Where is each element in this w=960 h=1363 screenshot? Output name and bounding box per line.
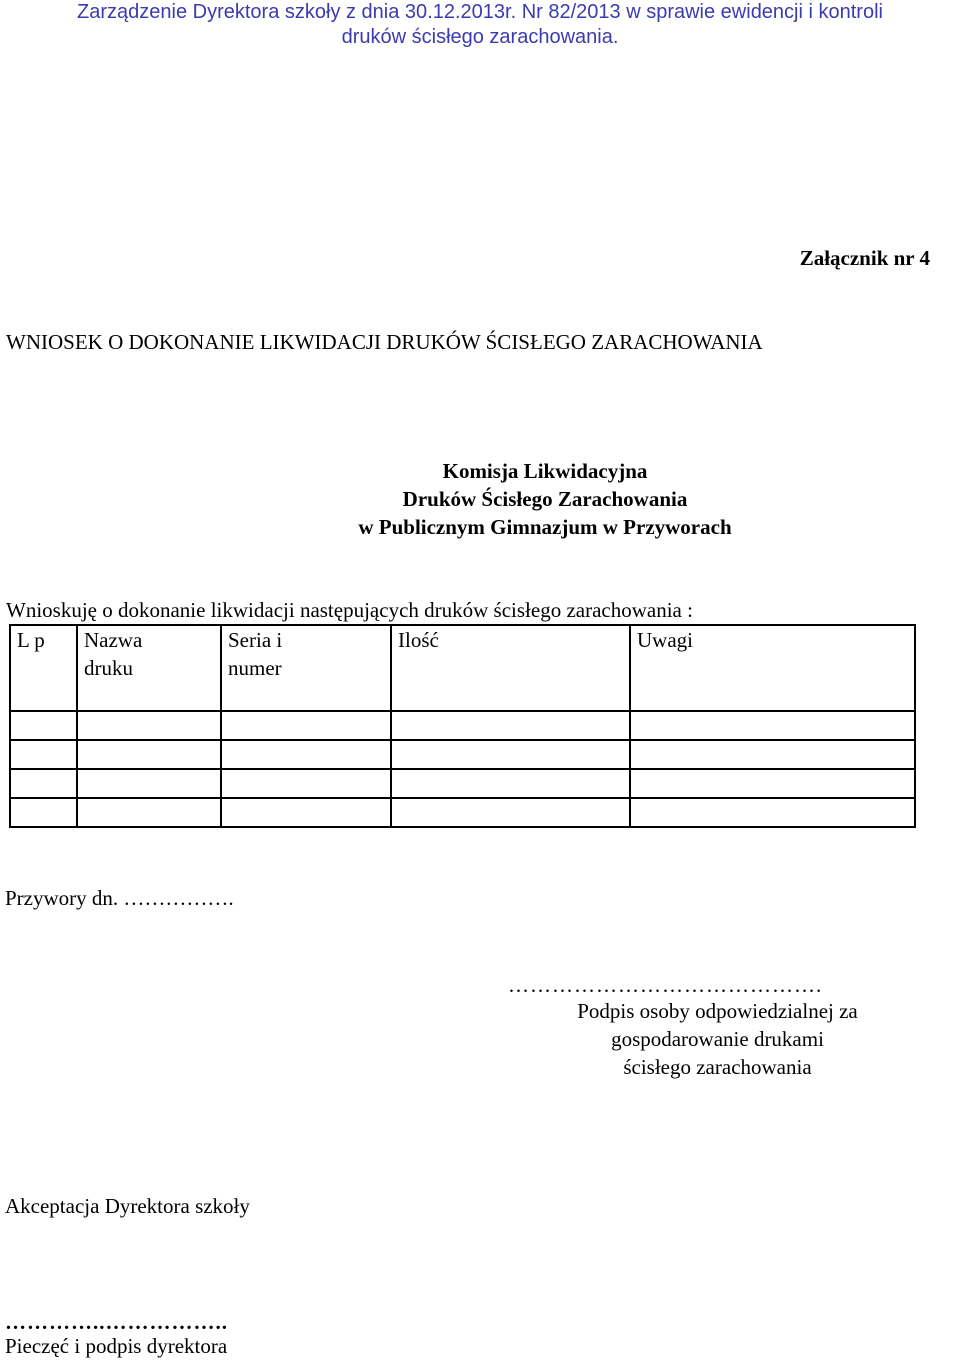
items-table [9,624,916,828]
table-cell[interactable] [391,740,630,769]
table-header-row [10,625,915,711]
column-header-quantity: Ilość [391,625,630,711]
table-cell[interactable] [77,798,221,827]
table-row [10,798,915,827]
committee-line-1: Komisja Likwidacyjna [442,459,648,483]
table-cell[interactable] [630,769,915,798]
table-cell[interactable] [391,769,630,798]
director-signature-line: …………..…………….. [5,1310,228,1334]
signature-caption [525,997,910,1081]
committee-address [300,457,790,541]
signature-caption-line-2: gospodarowanie drukami [611,1027,824,1051]
document-title: WNIOSEK O DOKONANIE LIKWIDACJI DRUKÓW ŚCISŁEGO ZARACHOWANIA [6,330,763,354]
table-cell[interactable] [391,711,630,740]
table-cell[interactable] [10,769,77,798]
table-row [10,769,915,798]
column-header-notes: Uwagi [630,625,915,711]
signature-line: ……………………………………. [508,973,823,997]
column-header-lp: L p [10,625,77,711]
table-cell[interactable] [10,798,77,827]
signature-caption-line-1: Podpis osoby odpowiedzialnej za [577,999,858,1023]
table-cell[interactable] [10,711,77,740]
table-row [10,711,915,740]
director-acceptance-label: Akceptacja Dyrektora szkoły [5,1194,250,1218]
table-cell[interactable] [77,711,221,740]
signature-caption-line-3: ścisłego zarachowania [623,1055,812,1079]
table-cell[interactable] [10,740,77,769]
request-text: Wnioskuję o dokonanie likwidacji następujących druków ścisłego zarachowania : [6,598,693,622]
committee-line-3: w Publicznym Gimnazjum w Przyworach [358,515,732,539]
header-line-1: Zarządzenie Dyrektora szkoły z dnia 30.12.2013r. Nr 82/2013 w sprawie ewidencji i kontroli [77,1,883,23]
attachment-label: Załącznik nr 4 [799,246,930,270]
column-header-series: Seria i numer [221,625,391,711]
table-cell[interactable] [77,769,221,798]
table-cell[interactable] [221,798,391,827]
director-signature-caption: Pieczęć i podpis dyrektora [5,1334,228,1358]
table-cell[interactable] [630,798,915,827]
table-cell[interactable] [630,711,915,740]
table-row [10,740,915,769]
table-cell[interactable] [221,740,391,769]
committee-line-2: Druków Ścisłego Zarachowania [402,487,688,511]
column-header-name: Nazwa druku [77,625,221,711]
place-date-field: Przywory dn. ……………. [5,886,234,910]
table-cell[interactable] [221,711,391,740]
document-header [0,0,960,50]
header-line-2: druków ścisłego zarachowania. [341,26,619,48]
table-cell[interactable] [630,740,915,769]
table-cell[interactable] [77,740,221,769]
table-cell[interactable] [391,798,630,827]
table-cell[interactable] [221,769,391,798]
